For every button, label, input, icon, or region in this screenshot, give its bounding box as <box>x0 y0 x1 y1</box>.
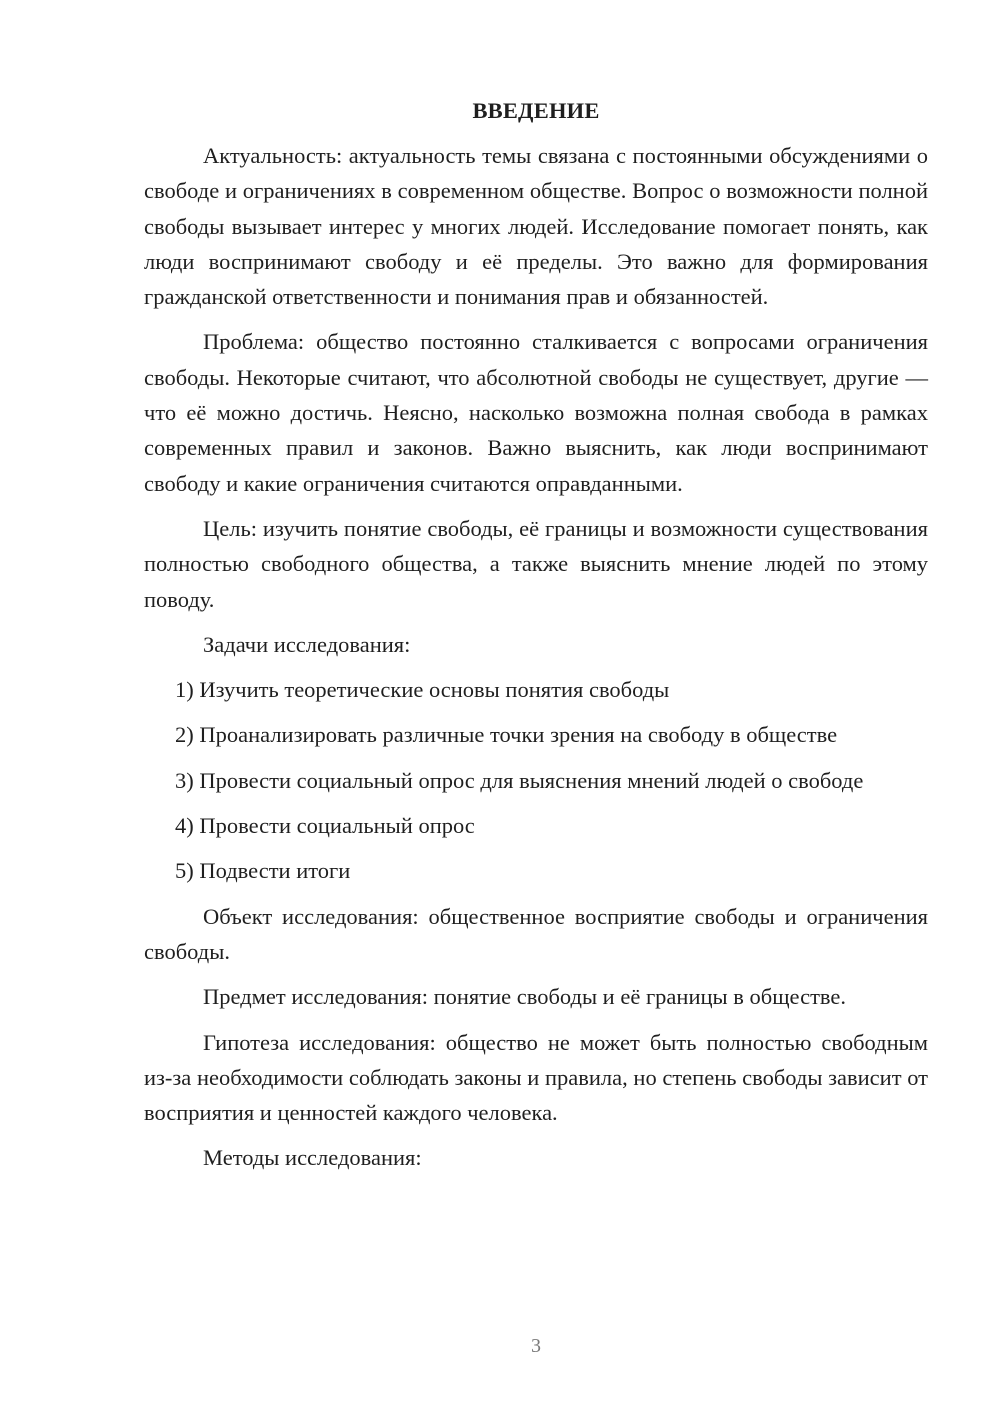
paragraph-hypothesis: Гипотеза исследования: общество не может быть полностью свободным из-за необходимости соблюдать законы и правила, но степень свободы зависит от восприятия и ценностей каждого человека. <box>144 1029 928 1126</box>
paragraph-goal: Цель: изучить понятие свободы, её границы и возможности существования полностью свободного общества, а также выяснить мнение людей по этому поводу. <box>144 515 928 612</box>
paragraph-methods-heading: Методы исследования: <box>203 1145 422 1171</box>
page-number: 3 <box>531 1335 541 1357</box>
list-item-task-1: 1) Изучить теоретические основы понятия свободы <box>175 677 670 703</box>
list-item-task-4: 4) Провести социальный опрос <box>175 813 475 839</box>
page-content <box>144 93 928 1186</box>
paragraph-problem: Проблема: общество постоянно сталкивается с вопросами ограничения свободы. Некоторые считают, что абсолютной свободы не существует, другие — что её можно достичь. Неясно, насколько возможна полная свобода в рамках современных правил и законов. Важно выяснить, как люди воспринимают свободу и какие ограничения считаются оправданными. <box>144 329 928 496</box>
section-title: ВВЕДЕНИЕ <box>472 98 600 123</box>
list-item-task-3: 3) Провести социальный опрос для выяснения мнений людей о свободе <box>175 767 864 793</box>
list-item-task-5: 5) Подвести итоги <box>175 858 351 884</box>
paragraph-subject: Предмет исследования: понятие свободы и её границы в обществе. <box>203 984 847 1010</box>
paragraph-object: Объект исследования: общественное восприятие свободы и ограничения свободы. <box>144 903 928 964</box>
paragraph-tasks-heading: Задачи исследования: <box>203 631 411 657</box>
paragraph-relevance: Актуальность: актуальность темы связана с постоянными обсуждениями о свободе и ограничениях в современном обществе. Вопрос о возможности полной свободы вызывает интерес у многих людей. Исследование помогает понять, как люди воспринимают свободу и её пределы. Это важно для формирования гражданской ответственности и понимания прав и обязанностей. <box>144 143 928 310</box>
list-item-task-2: 2) Проанализировать различные точки зрения на свободу в обществе <box>175 722 838 748</box>
